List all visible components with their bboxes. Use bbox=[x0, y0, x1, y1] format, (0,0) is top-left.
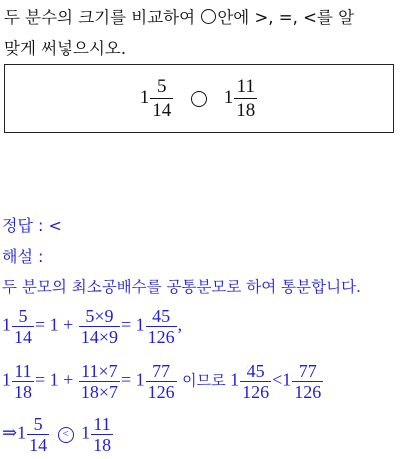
l1-r-num: 45 bbox=[146, 306, 177, 327]
l1-eq1: = 1 + bbox=[35, 314, 74, 335]
explanation-label: 해설 : bbox=[2, 247, 44, 266]
l2-d-num: 77 bbox=[292, 361, 323, 382]
l1-mid-fraction bbox=[79, 306, 120, 347]
l1-mid-num: 5×9 bbox=[79, 306, 120, 327]
l3-a-den: 14 bbox=[29, 435, 48, 455]
l1-result-fraction bbox=[146, 306, 177, 347]
l2-eq1: = 1 + bbox=[35, 369, 74, 390]
l3-b-whole: 1 bbox=[81, 422, 91, 443]
blank-circle-icon bbox=[201, 9, 216, 24]
right-denominator: 18 bbox=[236, 100, 256, 121]
calc-line-2 bbox=[2, 361, 324, 402]
left-whole: 1 bbox=[139, 86, 150, 108]
l2-mid-fraction bbox=[79, 361, 120, 402]
l3-a-whole: 1 bbox=[17, 422, 27, 443]
l2-c-whole: 1 bbox=[230, 369, 240, 390]
l1-fraction bbox=[12, 306, 34, 347]
l2-r-num: 77 bbox=[146, 361, 177, 382]
implies-arrow-icon: ⇒ bbox=[2, 422, 18, 443]
calc-line-1 bbox=[2, 306, 182, 347]
calc-line-3 bbox=[2, 414, 114, 455]
l1-tail: , bbox=[177, 314, 183, 335]
problem-box bbox=[4, 64, 394, 133]
question-line-1 bbox=[4, 2, 398, 33]
l2-mid-num: 11×7 bbox=[79, 361, 120, 382]
l2-d-den: 126 bbox=[294, 382, 322, 402]
l1-r-den: 126 bbox=[147, 327, 175, 347]
l3-a-fraction bbox=[27, 414, 49, 455]
l2-r-den: 126 bbox=[147, 382, 175, 402]
question-text bbox=[4, 2, 398, 64]
left-numerator: 5 bbox=[150, 75, 173, 99]
explanation-intro: 두 분모의 최소공배수를 공통분모로 하여 통분합니다. bbox=[2, 278, 361, 296]
answer-line bbox=[2, 213, 62, 236]
answer-label: 정답 : bbox=[2, 216, 44, 235]
l1-whole: 1 bbox=[2, 314, 11, 335]
l2-den: 18 bbox=[14, 382, 32, 402]
l3-b-den: 18 bbox=[93, 435, 112, 455]
l1-den: 14 bbox=[14, 327, 32, 347]
l3-b-num: 11 bbox=[91, 414, 113, 435]
l2-mid-den: 18×7 bbox=[80, 382, 118, 402]
answer-value: < bbox=[48, 216, 62, 235]
circled-less-than-icon: < bbox=[58, 427, 74, 443]
left-denominator: 14 bbox=[152, 100, 172, 121]
question-part-2: 안에 >, =, <를 알 bbox=[217, 8, 355, 27]
answer-circle-icon[interactable] bbox=[191, 91, 207, 107]
l1-mid-den: 14×9 bbox=[80, 327, 118, 347]
l2-lt: < bbox=[272, 369, 283, 390]
right-whole: 1 bbox=[223, 86, 234, 108]
right-numerator: 11 bbox=[234, 75, 257, 99]
question-line-2: 맞게 써넣으시오. bbox=[4, 39, 127, 58]
l3-a-num: 5 bbox=[27, 414, 49, 435]
l2-fraction bbox=[12, 361, 34, 402]
problem-expression bbox=[5, 75, 393, 122]
right-fraction bbox=[234, 75, 257, 122]
l2-text: 이므로 bbox=[182, 371, 226, 390]
l2-d-fraction bbox=[292, 361, 323, 402]
l2-c-num: 45 bbox=[240, 361, 271, 382]
question-part-1: 두 분수의 크기를 비교하여 bbox=[4, 8, 196, 27]
l3-b-fraction bbox=[91, 414, 113, 455]
l2-c-fraction bbox=[240, 361, 271, 402]
l1-eq2: = 1 bbox=[120, 314, 145, 335]
l2-d-whole: 1 bbox=[282, 369, 292, 390]
l2-num: 11 bbox=[12, 361, 34, 382]
l2-c-den: 126 bbox=[242, 382, 270, 402]
l2-result-fraction bbox=[146, 361, 177, 402]
left-fraction bbox=[150, 75, 173, 122]
l2-whole: 1 bbox=[2, 369, 11, 390]
l1-num: 5 bbox=[12, 306, 34, 327]
l2-eq2: = 1 bbox=[120, 369, 145, 390]
